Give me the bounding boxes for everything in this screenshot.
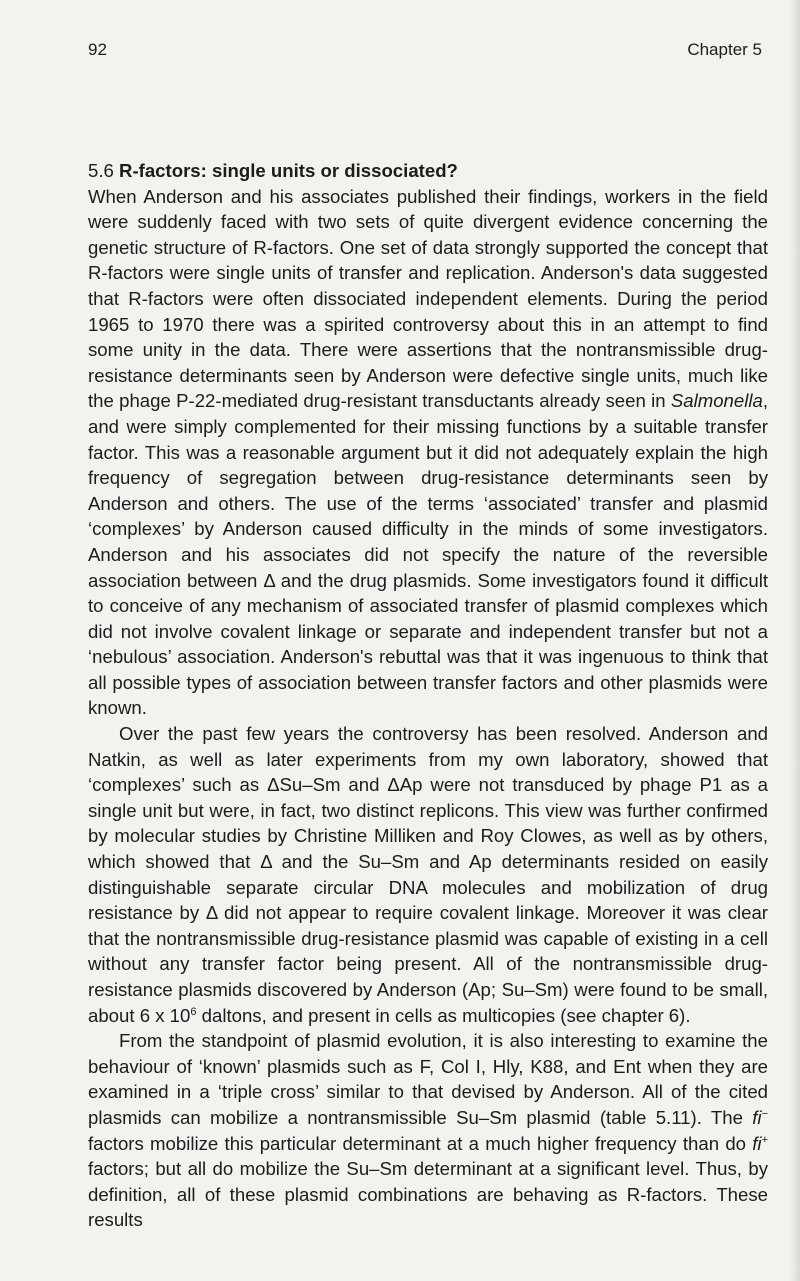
page-body — [88, 158, 768, 1233]
section-number: 5.6 — [88, 160, 114, 181]
section-heading — [88, 158, 768, 184]
text-run: Over the past few years the controversy has been resolved. Anderson and Natkin, as well as later experiments from my own laboratory, showed that ‘complexes’ such as ΔSu–Sm and ΔAp were not transduced by phage P1 as a single unit but were, in fact, two distinct replicons. This view was further confirmed by molecular studies by Christine Milliken and Roy Clowes, as well as by others, which showed that Δ and the Su–Sm and Ap determinants resided on easily distinguishable separate circular DNA molecules and mobilization of drug resistance by Δ did not appear to require covalent linkage. Moreover it was clear that the nontransmissible drug-resistance plasmid was capable of existing in a cell without any transfer factor being present. All of the nontransmissible drug-resistance plasmids discovered by Anderson (Ap; Su–Sm) were found to be small, about 6 x 10 — [88, 723, 768, 1026]
paragraph — [88, 1028, 768, 1233]
page-header — [88, 40, 762, 64]
text-run: fi — [752, 1132, 762, 1154]
text-run: 6 — [190, 1005, 197, 1018]
text-run: When Anderson and his associates published their findings, workers in the field were suddenly faced with two sets of quite divergent evidence concerning the genetic structure of R-factors. One set of data strongly supported the concept that R-factors were single units of transfer and replication. Anderson's data suggested that R-factors were often dissociated independent elements. During the period 1965 to 1970 there was a spirited controversy about this in an attempt to find some unity in the data. There were assertions that the nontransmissible drug-resistance determinants seen by Anderson were defective single units, much like the phage P-22-mediated drug-resistant transductants already seen in — [88, 185, 768, 412]
text-run: , and were simply complemented for their missing functions by a suitable transfer factor. This was a reasonable argument but it did not adequately explain the high frequency of segregation between drug-resistance determinants seen by Anderson and others. The use of the terms ‘associated’ transfer and plasmid ‘complexes’ by Anderson caused difficulty in the minds of some investigators. Anderson and his associates did not specify the nature of the reversible association between Δ and the drug plasmids. Some investigators found it difficult to conceive of any mechanism of associated transfer of plasmid complexes which did not involve covalent linkage or separate and independent transfer but not a ‘nebulous’ association. Anderson's rebuttal was that it was ingenuous to think that all possible types of association between transfer factors and other plasmids were known. — [88, 390, 768, 719]
paragraph — [88, 184, 768, 721]
page-edge-shadow — [790, 0, 800, 1281]
page-number: 92 — [88, 40, 107, 59]
text-run: − — [761, 1107, 768, 1120]
text-run: fi — [752, 1106, 762, 1128]
text-run: daltons, and present in cells as multicopies (see chapter 6). — [196, 1004, 691, 1026]
text-run: Salmonella — [670, 390, 763, 412]
running-head-chapter: Chapter 5 — [687, 40, 762, 59]
text-run: factors mobilize this particular determinant at a much higher frequency than do — [88, 1132, 753, 1154]
text-run: From the standpoint of plasmid evolution, it is also interesting to examine the behaviour of ‘known’ plasmids such as F, Col I, Hly, K88, and Ent when they are examined in a ‘triple cross’ similar to that devised by Anderson. All of the cited plasmids can mobilize a nontransmissible Su–Sm plasmid (table 5.11). The — [88, 1030, 768, 1128]
section-title: R-factors: single units or dissociated? — [119, 160, 458, 181]
text-run: + — [761, 1133, 768, 1146]
paragraph — [88, 721, 768, 1028]
text-run: factors; but all do mobilize the Su–Sm determinant at a significant level. Thus, by definition, all of these plasmid combinations are behaving as R-factors. These results — [88, 1158, 768, 1231]
